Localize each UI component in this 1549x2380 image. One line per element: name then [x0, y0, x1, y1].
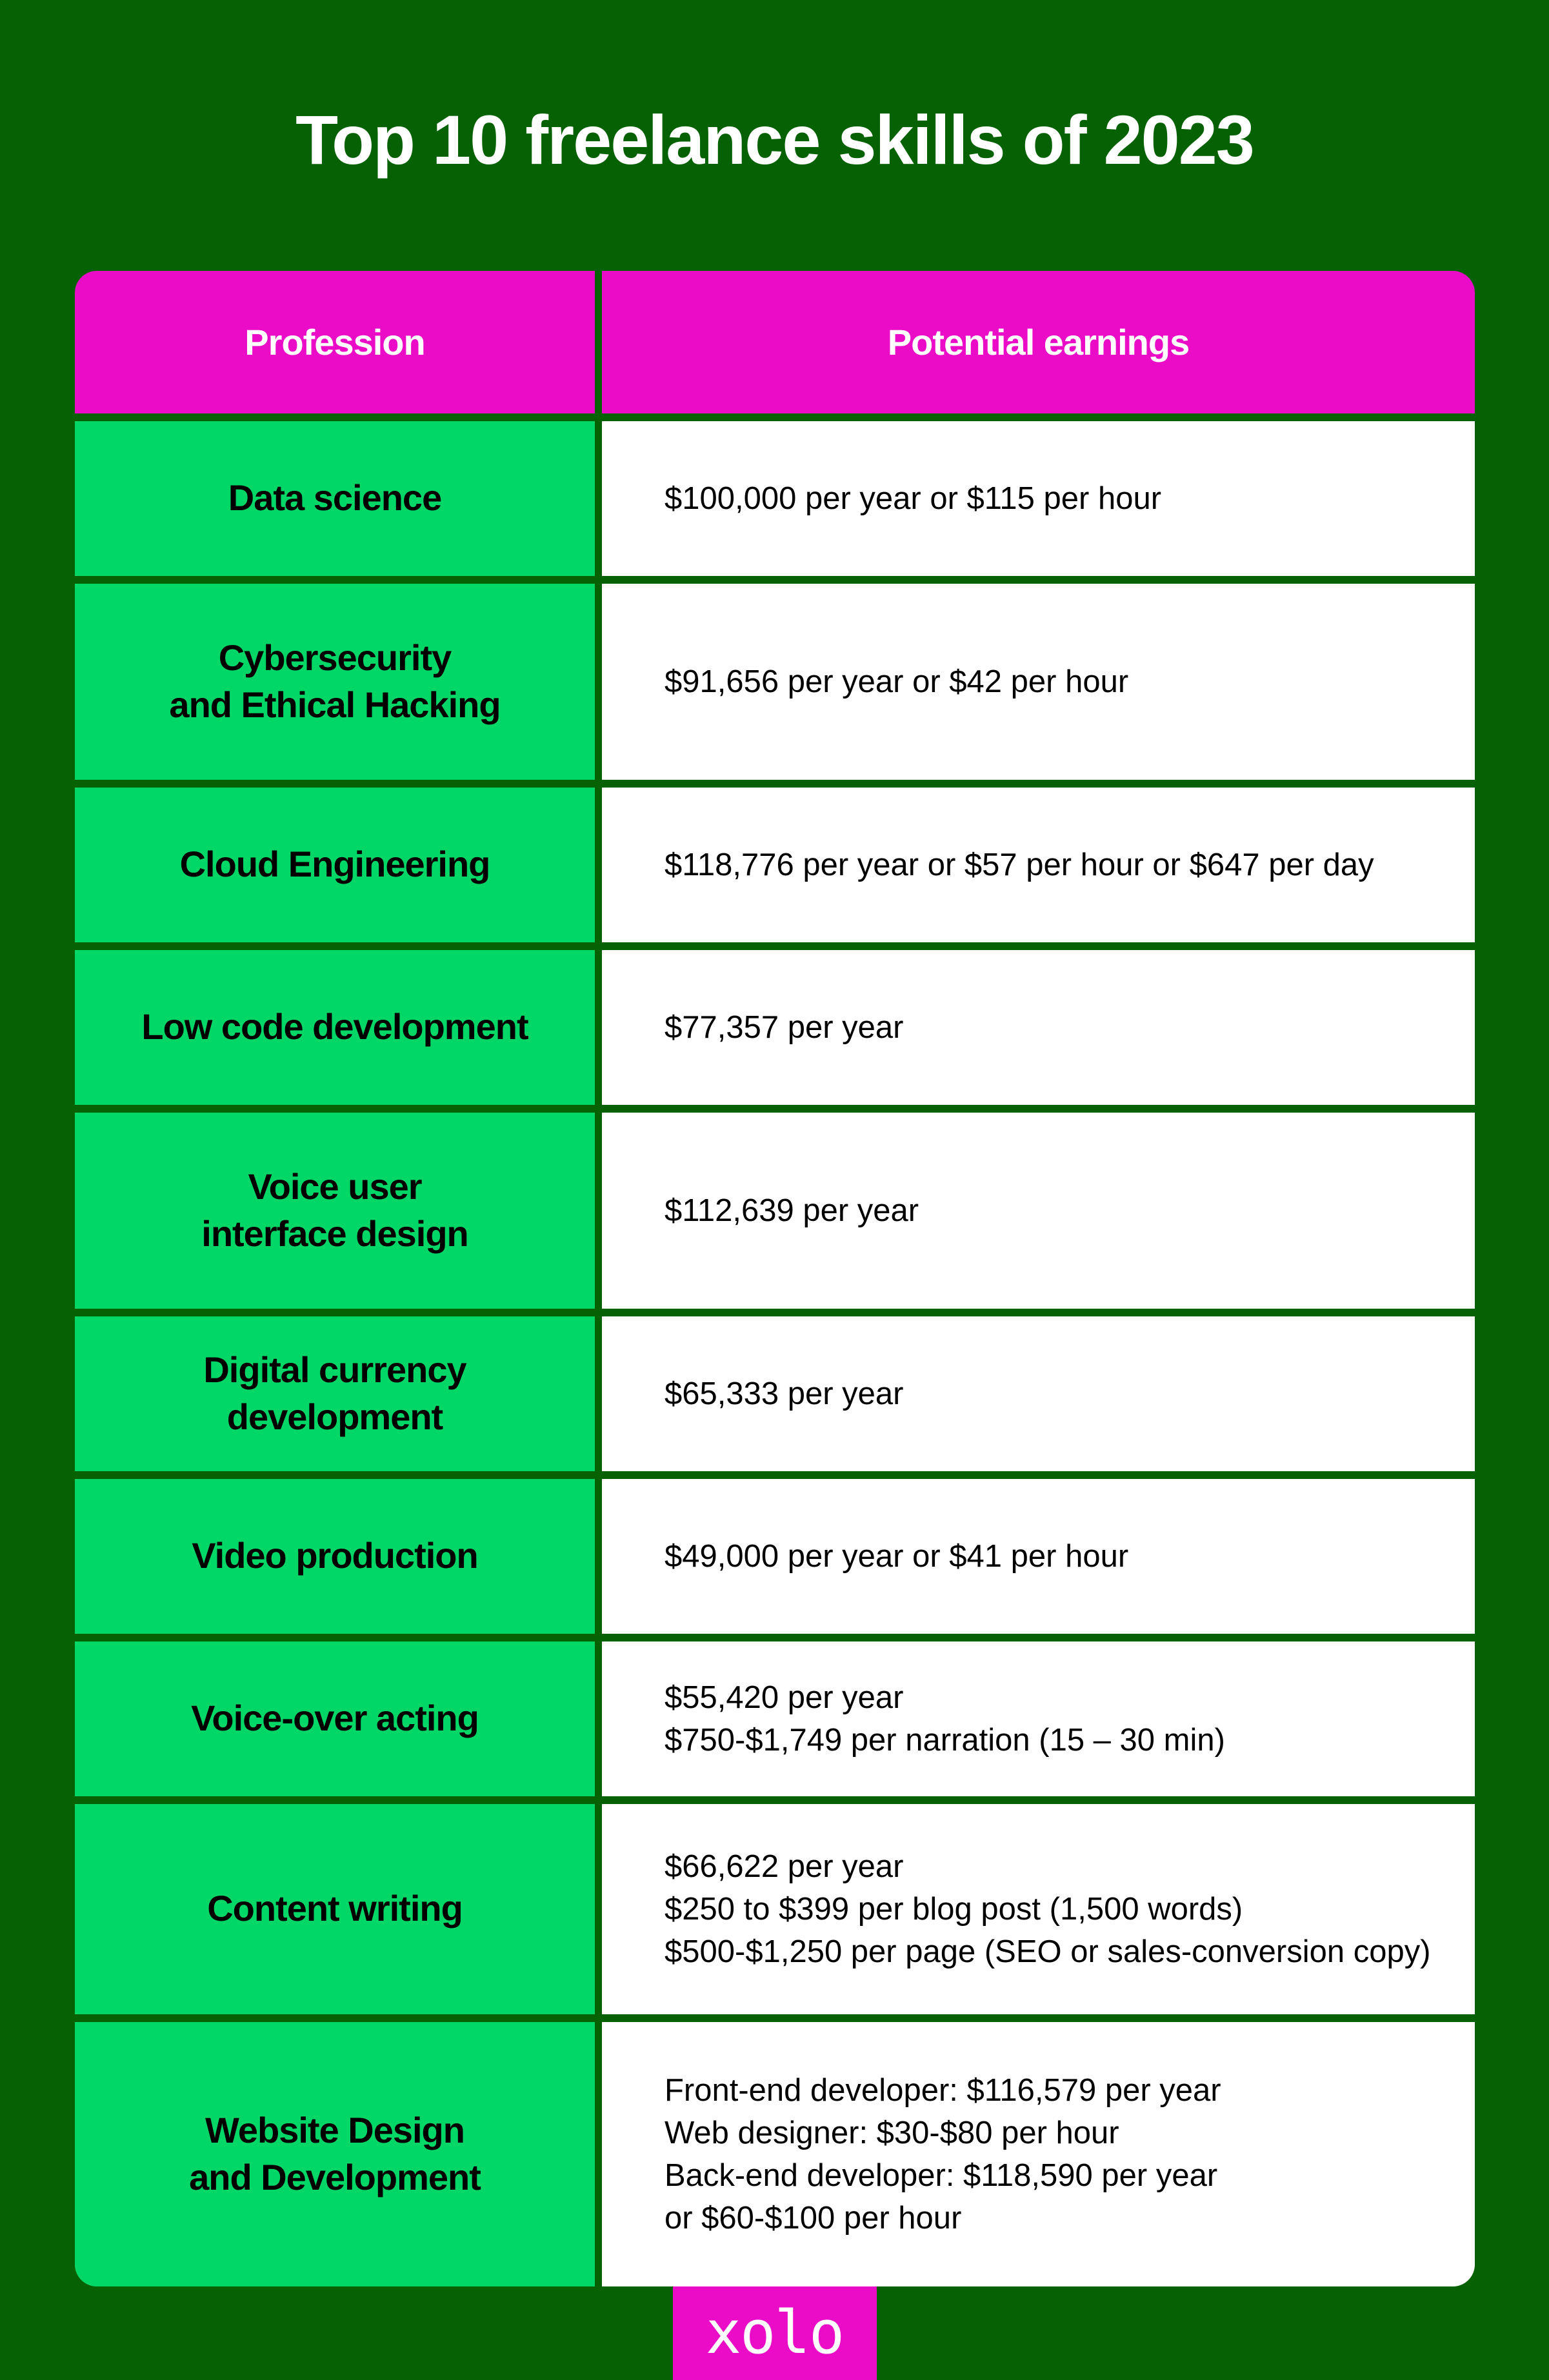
earnings-line: $118,776 per year or $57 per hour or $647 per day — [665, 847, 1374, 882]
profession-cell-voice-ui — [75, 1113, 595, 1309]
earnings-line: $500-$1,250 per page (SEO or sales-conversion copy) — [665, 1934, 1431, 1969]
xolo-logo-box — [673, 2286, 877, 2380]
profession-cell-cloud-engineering — [75, 788, 595, 942]
earnings-line: $49,000 per year or $41 per hour — [665, 1538, 1129, 1574]
profession-label: Low code development — [141, 1006, 528, 1047]
profession-cell-content-writing — [75, 1804, 595, 2014]
profession-cell-cybersecurity — [75, 584, 595, 780]
profession-label: and Ethical Hacking — [169, 684, 501, 725]
earnings-line: $750-$1,749 per narration (15 – 30 min) — [665, 1722, 1225, 1758]
profession-label: Website Design — [205, 2110, 465, 2150]
profession-cell-voice-over — [75, 1641, 595, 1796]
earnings-line: or $60-$100 per hour — [665, 2200, 962, 2236]
earnings-line: $91,656 per year or $42 per hour — [665, 664, 1129, 699]
earnings-cell-voice-ui — [602, 1113, 1475, 1309]
earnings-line: $65,333 per year — [665, 1376, 904, 1411]
skills-table — [75, 271, 1475, 2286]
profession-label: Cloud Engineering — [179, 844, 490, 885]
earnings-cell-voice-over — [602, 1641, 1475, 1796]
profession-cell-data-science — [75, 421, 595, 576]
earnings-cell-website-design — [602, 2022, 1475, 2286]
profession-label: interface design — [201, 1213, 468, 1254]
earnings-cell-content-writing — [602, 1804, 1475, 2014]
profession-cell-video-production — [75, 1479, 595, 1634]
profession-label: and Development — [189, 2156, 481, 2197]
header-profession-label: Profession — [245, 321, 425, 362]
earnings-line: $250 to $399 per blog post (1,500 words) — [665, 1891, 1243, 1927]
profession-label: Voice user — [248, 1166, 422, 1207]
earnings-cell-digital-currency — [602, 1316, 1475, 1471]
profession-label: Video production — [192, 1535, 478, 1576]
header-potential-earnings — [602, 271, 1475, 413]
page-footer — [0, 2286, 1549, 2380]
earnings-cell-data-science — [602, 421, 1475, 576]
earnings-cell-video-production — [602, 1479, 1475, 1634]
earnings-line: Back-end developer: $118,590 per year — [665, 2157, 1218, 2193]
profession-cell-website-design — [75, 2022, 595, 2286]
page-title: Top 10 freelance skills of 2023 — [295, 101, 1254, 179]
earnings-line: $112,639 per year — [665, 1193, 919, 1228]
profession-label: Digital currency — [203, 1349, 466, 1390]
header-earnings-label: Potential earnings — [887, 321, 1190, 362]
earnings-cell-cloud-engineering — [602, 788, 1475, 942]
earnings-line: $66,622 per year — [665, 1849, 904, 1884]
earnings-line: Front-end developer: $116,579 per year — [665, 2072, 1221, 2108]
profession-label: Voice-over acting — [191, 1698, 479, 1739]
earnings-cell-low-code — [602, 950, 1475, 1105]
earnings-cell-cybersecurity — [602, 584, 1475, 780]
xolo-logo: xolo — [705, 2298, 844, 2368]
header-profession — [75, 271, 595, 413]
earnings-line: $55,420 per year — [665, 1680, 904, 1715]
profession-label: Cybersecurity — [218, 637, 452, 678]
profession-cell-digital-currency — [75, 1316, 595, 1471]
earnings-line: Web designer: $30-$80 per hour — [665, 2115, 1119, 2150]
earnings-line: $100,000 per year or $115 per hour — [665, 481, 1162, 516]
profession-label: development — [226, 1396, 443, 1437]
profession-label: Content writing — [207, 1888, 463, 1929]
earnings-line: $77,357 per year — [665, 1009, 904, 1045]
profession-label: Data science — [228, 477, 442, 519]
profession-cell-low-code — [75, 950, 595, 1105]
